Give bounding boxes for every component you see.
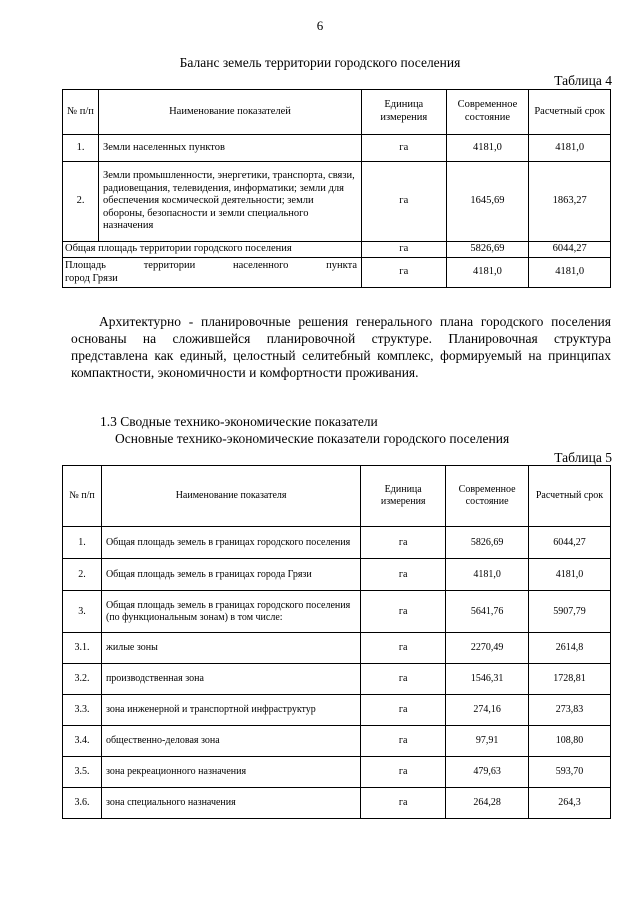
row-projected: 108,80: [529, 726, 611, 757]
table-header-row: [63, 466, 611, 527]
section-heading: 1.3 Сводные технико-экономические показатели: [100, 414, 378, 429]
table-row: [63, 726, 611, 757]
header-current: Современное состояние: [446, 466, 529, 527]
header-unit: Единица измерения: [362, 90, 447, 135]
row-current: 4181,0: [446, 559, 529, 591]
row-name: общественно-деловая зона: [101, 726, 360, 757]
row-unit: га: [361, 757, 446, 788]
table-row: [63, 591, 611, 633]
row-projected: 4181,0: [529, 559, 611, 591]
row-unit: га: [361, 559, 446, 591]
table4-title: Баланс земель территории городского поселения: [179, 55, 461, 70]
settlement-name-line1: Площадь территории населенного пункта: [65, 259, 357, 271]
row-num: 2.: [63, 559, 102, 591]
row-unit: га: [361, 664, 446, 695]
row-num: 3.5.: [63, 757, 102, 788]
total-current: 5826,69: [446, 242, 529, 258]
row-current: 97,91: [446, 726, 529, 757]
row-projected: 6044,27: [529, 527, 611, 559]
total-name: Общая площадь территории городского поселения: [63, 242, 362, 258]
header-name: Наименование показателей: [99, 90, 362, 135]
row-unit: га: [362, 135, 447, 162]
row-unit: га: [361, 695, 446, 726]
row-current: 1645,69: [446, 162, 529, 242]
table5-title: Основные технико-экономические показатели городского поселения: [115, 431, 510, 446]
row-num: 1.: [63, 135, 99, 162]
row-projected: 1728,81: [529, 664, 611, 695]
row-unit: га: [361, 527, 446, 559]
header-num: № п/п: [63, 466, 102, 527]
row-unit: га: [361, 726, 446, 757]
land-balance-table: [62, 89, 611, 288]
table-row: [63, 788, 611, 819]
row-name: зона рекреационного назначения: [101, 757, 360, 788]
table-row: [63, 162, 611, 242]
row-current: 479,63: [446, 757, 529, 788]
row-projected: 593,70: [529, 757, 611, 788]
row-current: 2270,49: [446, 633, 529, 664]
row-name: Общая площадь земель в границах городского поселения (по функциональным зонам) в том числе:: [101, 591, 360, 633]
table5-label: Таблица 5: [554, 450, 612, 465]
total-unit: га: [362, 242, 447, 258]
header-num: № п/п: [63, 90, 99, 135]
row-num: 1.: [63, 527, 102, 559]
table-row: [63, 135, 611, 162]
settlement-name: [63, 258, 362, 288]
row-name: производственная зона: [101, 664, 360, 695]
indicators-table: [62, 465, 611, 819]
row-unit: га: [362, 162, 447, 242]
settlement-projected: 4181,0: [529, 258, 611, 288]
row-projected: 4181,0: [529, 135, 611, 162]
row-name: зона инженерной и транспортной инфраструктур: [101, 695, 360, 726]
header-projected: Расчетный срок: [529, 90, 611, 135]
table-row: [63, 633, 611, 664]
row-projected: 264,3: [529, 788, 611, 819]
row-unit: га: [361, 788, 446, 819]
planning-paragraph: Архитектурно - планировочные решения генерального плана городского поселения основаны на сложившейся планировочной структуре. Планировочная структура представлена как единый, целостный селитебный комплекс, формируемый на принципах компактности, экономичности и комфортности проживания.: [71, 314, 611, 380]
row-projected: 2614,8: [529, 633, 611, 664]
row-projected: 273,83: [529, 695, 611, 726]
table-header-row: [63, 90, 611, 135]
table-row: [63, 695, 611, 726]
header-current: Современное состояние: [446, 90, 529, 135]
page-number: 6: [316, 18, 324, 33]
table-row: [63, 757, 611, 788]
row-num: 3.2.: [63, 664, 102, 695]
row-current: 264,28: [446, 788, 529, 819]
row-projected: 1863,27: [529, 162, 611, 242]
table-row: [63, 664, 611, 695]
settlement-name-line2: город Грязи: [65, 272, 118, 284]
row-num: 3.: [63, 591, 102, 633]
total-projected: 6044,27: [529, 242, 611, 258]
header-projected: Расчетный срок: [529, 466, 611, 527]
row-name: жилые зоны: [101, 633, 360, 664]
row-name: Общая площадь земель в границах города Грязи: [101, 559, 360, 591]
row-current: 5641,76: [446, 591, 529, 633]
row-name: Общая площадь земель в границах городского поселения: [101, 527, 360, 559]
row-num: 3.6.: [63, 788, 102, 819]
row-num: 3.3.: [63, 695, 102, 726]
row-num: 3.4.: [63, 726, 102, 757]
settlement-unit: га: [362, 258, 447, 288]
header-unit: Единица измерения: [361, 466, 446, 527]
table-row: [63, 559, 611, 591]
row-name: Земли промышленности, энергетики, транспорта, связи, радиовещания, телевидения, информатики; земли для обеспечения космической деятельности; земли обороны, безопасности и земли специального назначения: [99, 162, 362, 242]
row-current: 4181,0: [446, 135, 529, 162]
row-projected: 5907,79: [529, 591, 611, 633]
header-name: Наименование показателя: [101, 466, 360, 527]
row-num: 2.: [63, 162, 99, 242]
settlement-current: 4181,0: [446, 258, 529, 288]
table-row: [63, 527, 611, 559]
row-current: 5826,69: [446, 527, 529, 559]
row-num: 3.1.: [63, 633, 102, 664]
total-row: [63, 242, 611, 258]
row-name: Земли населенных пунктов: [99, 135, 362, 162]
row-current: 1546,31: [446, 664, 529, 695]
settlement-row: [63, 258, 611, 288]
row-name: зона специального назначения: [101, 788, 360, 819]
table4-label: Таблица 4: [554, 73, 612, 88]
row-unit: га: [361, 591, 446, 633]
row-current: 274,16: [446, 695, 529, 726]
row-unit: га: [361, 633, 446, 664]
